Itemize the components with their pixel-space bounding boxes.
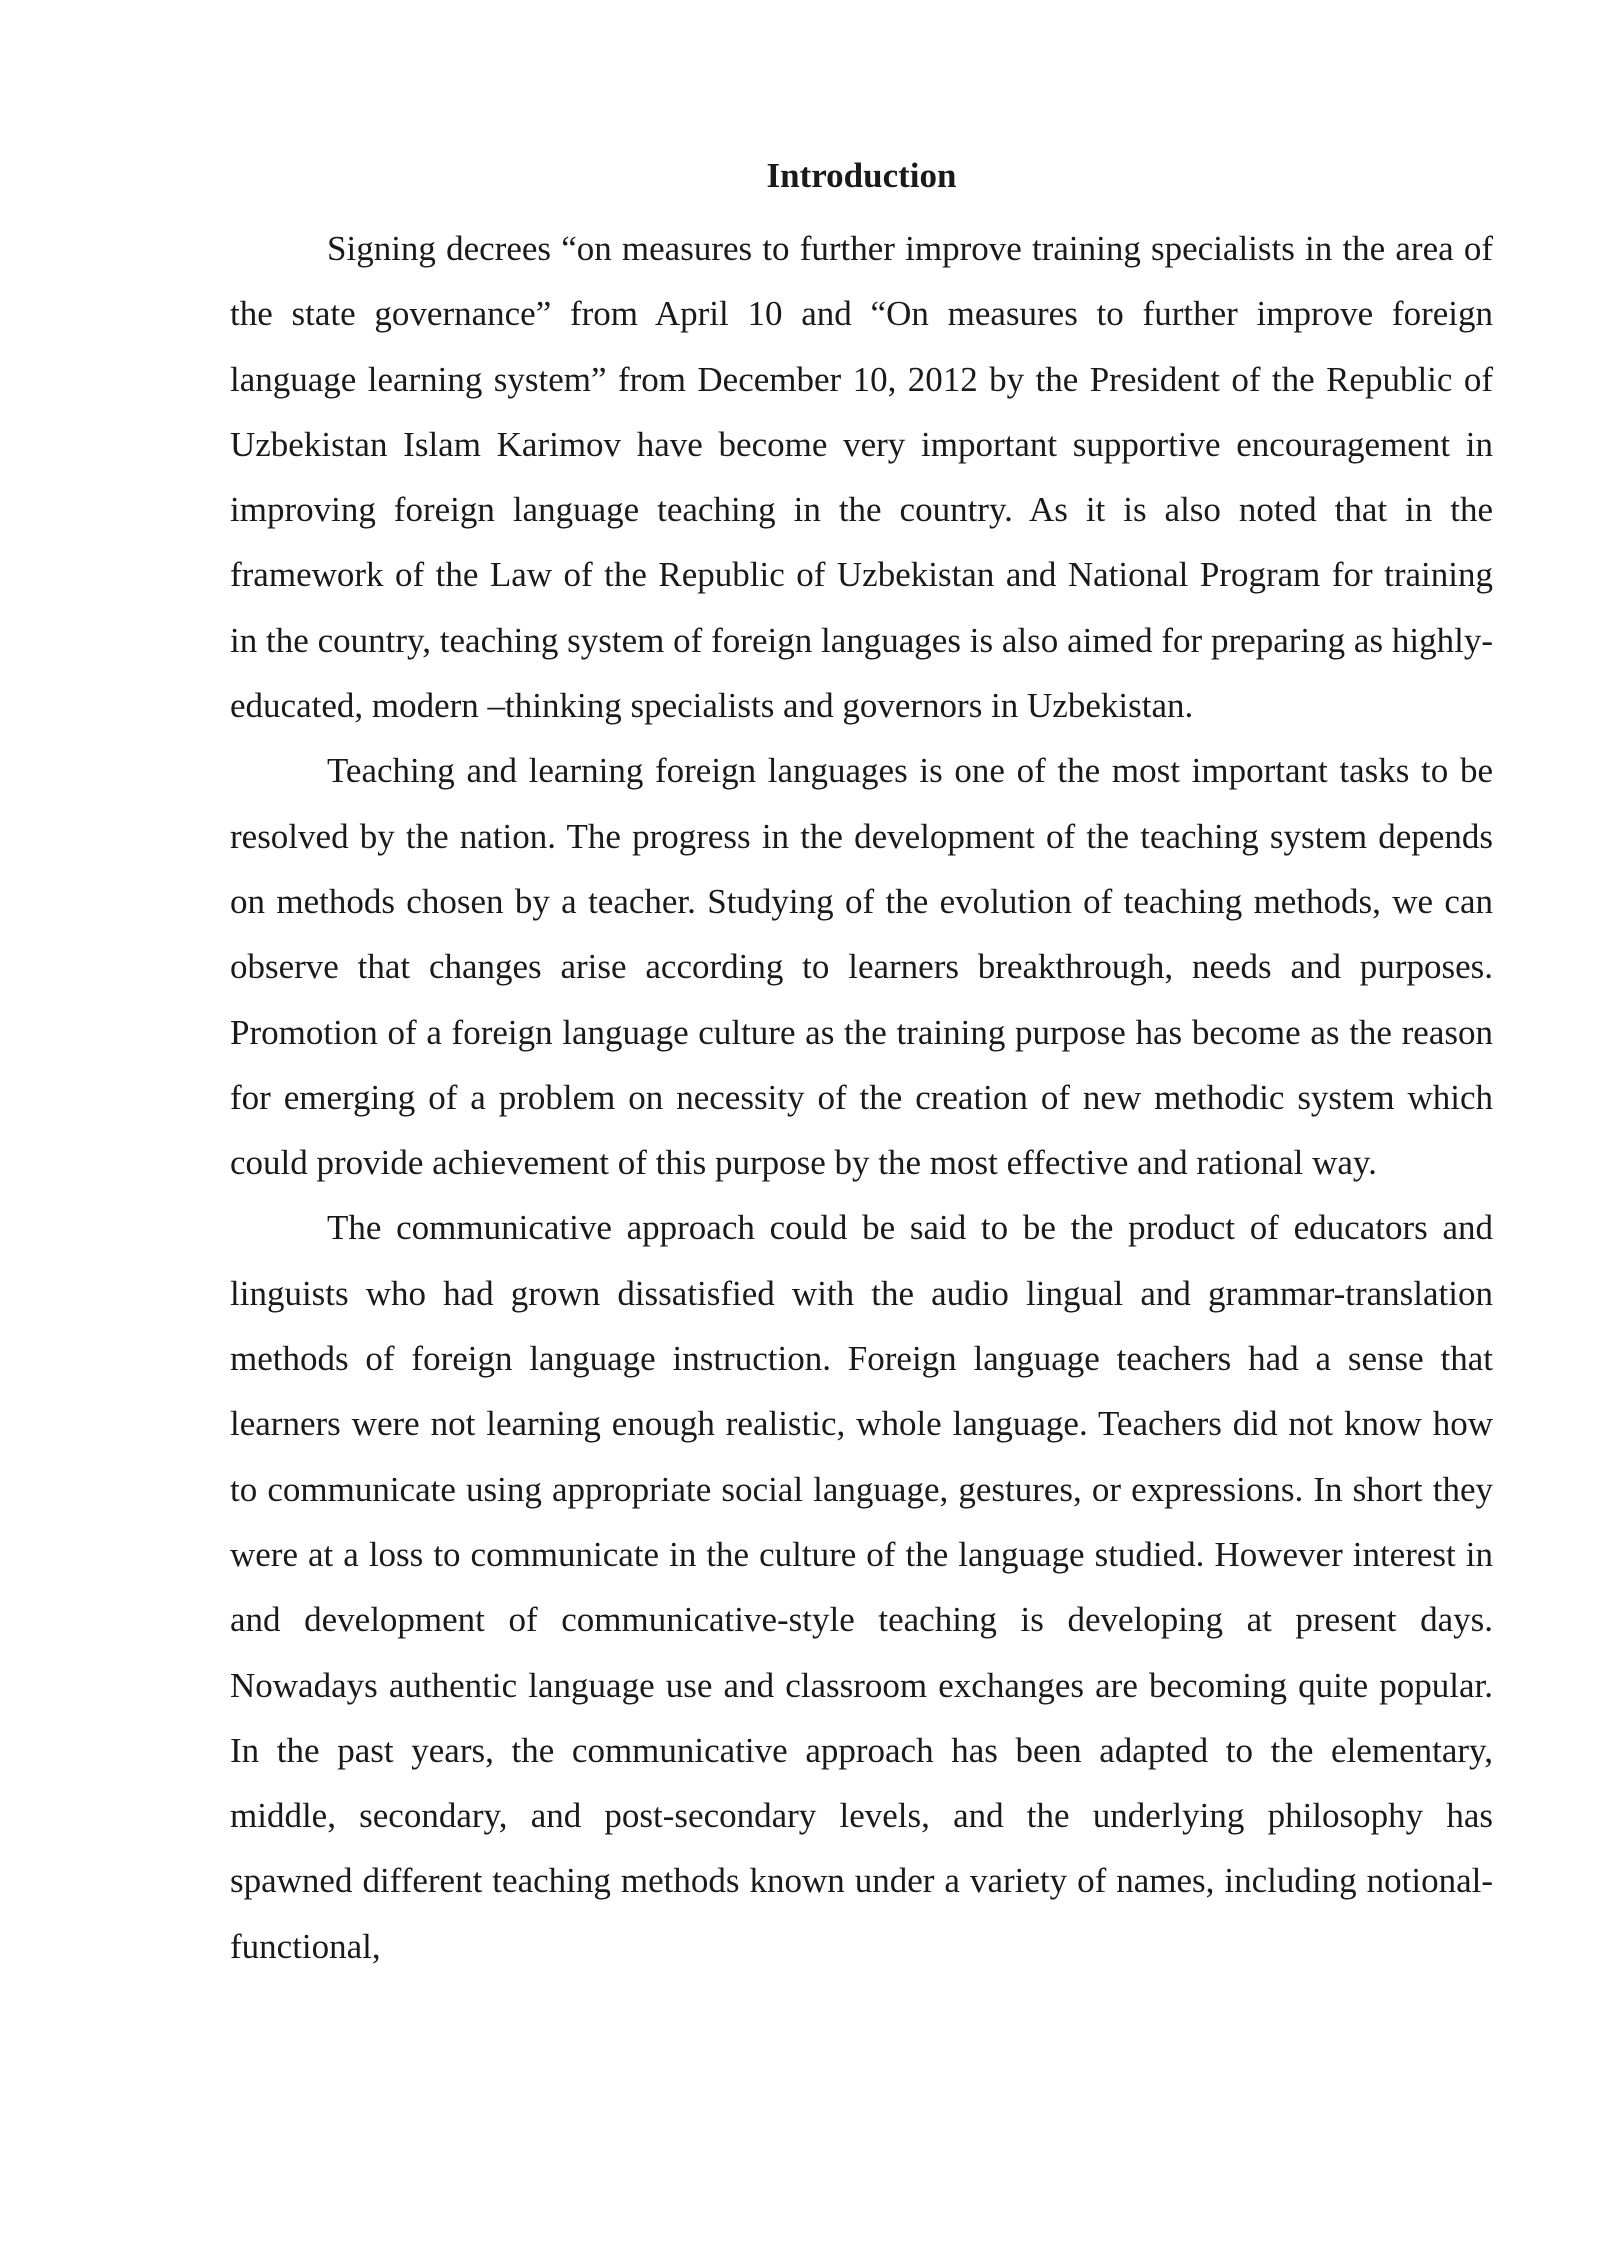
paragraph-communicative-approach: The communicative approach could be said to be the product of educators and linguists who had grown dissatisfied with the audio lingual and grammar-translation methods of foreign language instruction. Foreign language teachers had a sense that learners were not learning enough realistic, whole language. Teachers did not know how to communicate using appropriate social language, gestures, or expressions. In short they were at a loss to communicate in the culture of the language studied. However interest in and development of communicative-style teaching is developing at present days. Nowadays authentic language use and classroom exchanges are becoming quite popular. In the past years, the communicative approach has been adapted to the elementary, middle, secondary, and post-secondary levels, and the underlying philosophy has spawned different teaching methods known under a variety of names, including notional-functional, <box>230 1208 1493 1966</box>
paragraph-teaching-methods: Teaching and learning foreign languages is one of the most important tasks to be resolved by the nation. The progress in the development of the teaching system depends on methods chosen by a teacher. Studying of the evolution of teaching methods, we can observe that changes arise according to learners breakthrough, needs and purposes. Promotion of a foreign language culture as the training purpose has become as the reason for emerging of a problem on necessity of the creation of new methodic system which could provide achievement of this purpose by the most effective and rational way. <box>230 751 1493 1183</box>
paragraph-decrees: Signing decrees “on measures to further improve training specialists in the area of the state governance” from April 10 and “On measures to further improve foreign language learning system” from December 10, 2012 by the President of the Republic of Uzbekistan Islam Karimov have become very important supportive encouragement in improving foreign language teaching in the country. As it is also noted that in the framework of the Law of the Republic of Uzbekistan and National Program for training in the country, teaching system of foreign languages is also aimed for preparing as highly- educated, modern –thinking specialists and governors in Uzbekistan. <box>230 229 1493 726</box>
page-title: Introduction <box>766 156 957 195</box>
page-content <box>230 148 1493 1979</box>
